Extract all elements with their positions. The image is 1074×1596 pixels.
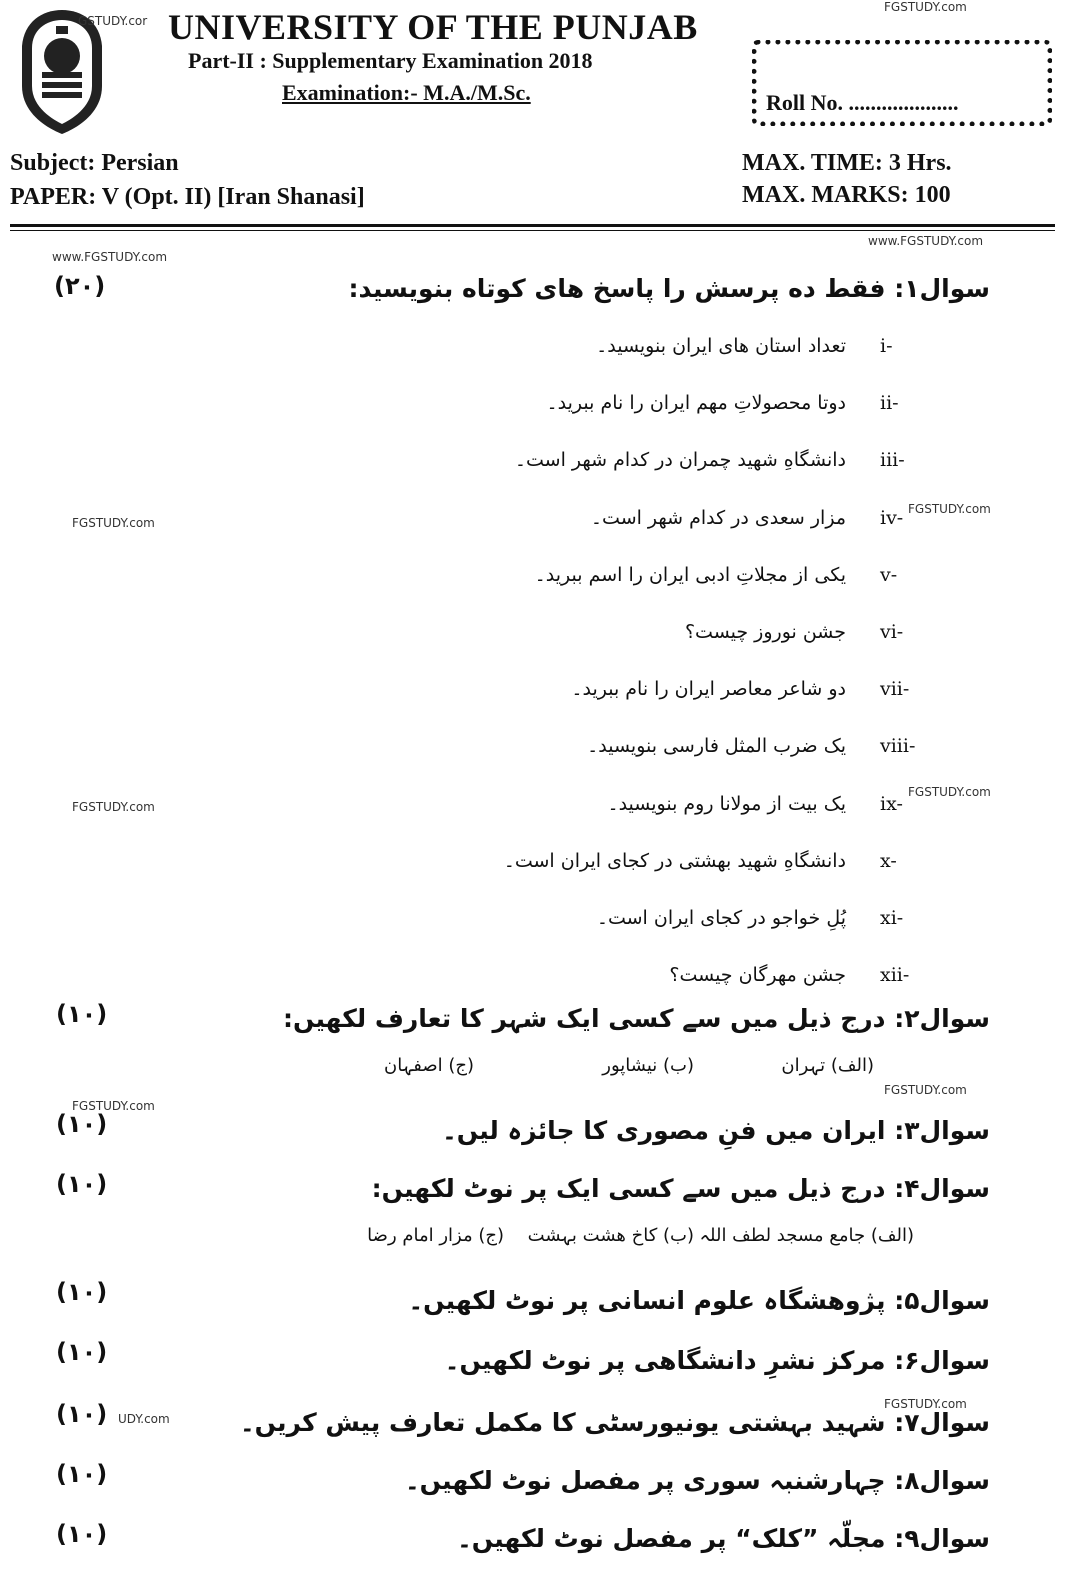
watermark: GSTUDY.cor: [78, 14, 148, 28]
q1-item-text: یک ضرب المثل فارسی بنویسید۔: [587, 735, 846, 757]
q1-item-text: دانشگاهِ شهید چمران در کدام شهر است۔: [514, 449, 846, 471]
q1-item-number: iv-: [880, 507, 904, 529]
watermark: FGSTUDY.com: [72, 516, 155, 530]
watermark: FGSTUDY.com: [908, 785, 991, 799]
q9-heading: سوال۹: مجلّہ ”کلک“ پر مفصل نوٹ لکھیں۔: [457, 1524, 990, 1553]
q1-marks: (۲۰): [54, 272, 106, 300]
q1-item-text: جشن مهرگان چیست؟: [669, 964, 846, 986]
q1-item-text: دانشگاهِ شهید بهشتی در کجای ایران است۔: [503, 850, 846, 872]
q1-item-number: i-: [880, 335, 893, 357]
q3-heading: سوال۳: ایران میں فنِ مصوری کا جائزہ لیں۔: [442, 1116, 990, 1145]
watermark: FGSTUDY.com: [72, 800, 155, 814]
q1-item-number: v-: [880, 564, 898, 586]
max-marks: MAX. MARKS: 100: [742, 182, 951, 208]
q2-heading: سوال۲: درج ذیل میں سے کسی ایک شہر کا تعارف لکھیں:: [282, 1004, 990, 1033]
q1-item-text: دو شاعر معاصر ایران را نام ببرید۔: [571, 678, 846, 700]
q8-marks: (۱۰): [56, 1460, 108, 1488]
q1-item-text: یکی از مجلاتِ ادبی ایران را اسم ببرید۔: [534, 564, 846, 586]
q6-heading: سوال۶: مرکز نشرِ دانشگاھی پر نوٹ لکھیں۔: [444, 1346, 990, 1375]
q1-item-number: x-: [880, 850, 897, 872]
examination-title: Examination:- M.A./M.Sc.: [282, 80, 531, 105]
q1-item-number: vii-: [880, 678, 910, 700]
q6-marks: (۱۰): [56, 1338, 108, 1366]
subject: Subject: Persian: [10, 150, 179, 176]
q1-item-number: viii-: [880, 735, 916, 757]
q1-item-text: دوتا محصولاتِ مهم ایران را نام ببرید۔: [546, 392, 846, 414]
watermark: www.FGSTUDY.com: [52, 250, 168, 264]
q1-item-number: ix-: [880, 793, 903, 815]
q7-heading: سوال۷: شہید بہشتی یونیورسٹی کا مکمل تعارف پیش کریں۔: [240, 1408, 990, 1437]
q2-option: (ج) اصفہان: [383, 1055, 474, 1076]
q1-item-text: مزار سعدی در کدام شهر است۔: [590, 507, 846, 529]
q1-item-text: جشن نوروز چیست؟: [684, 621, 846, 643]
university-title: UNIVERSITY OF THE PUNJAB: [168, 7, 698, 47]
watermark: FGSTUDY.com: [72, 1099, 155, 1113]
q1-item-text: پُلِ خواجو در کجای ایران است۔: [596, 907, 846, 929]
q4-marks: (۱۰): [56, 1170, 108, 1198]
exam-part: Part-II : Supplementary Examination 2018: [188, 48, 593, 73]
q8-heading: سوال۸: چہارشنبہ سوری پر مفصل نوٹ لکھیں۔: [405, 1466, 990, 1495]
q2-marks: (۱۰): [56, 1000, 108, 1028]
q4-option: (الف) جامع مسجد لطف اللہ: [699, 1225, 914, 1246]
q2-option: (الف) تہران: [781, 1055, 874, 1076]
roll-number-label: Roll No. ....................: [766, 90, 959, 115]
watermark: UDY.com: [118, 1412, 170, 1426]
q9-marks: (۱۰): [56, 1520, 108, 1548]
q1-item-text: یک بیت از مولانا روم بنویسید۔: [607, 793, 846, 815]
watermark: FGSTUDY.com: [908, 502, 991, 516]
q1-item-number: ii-: [880, 392, 899, 414]
q1-item-number: vi-: [880, 621, 904, 643]
q4-option: (ج) مزار امام رضا: [367, 1225, 504, 1246]
q4-heading: سوال۴: درج ذیل میں سے کسی ایک پر نوٹ لکھیں:: [371, 1174, 990, 1203]
header-divider: [10, 224, 1055, 227]
header-divider: [10, 230, 1055, 231]
q3-marks: (۱۰): [56, 1110, 108, 1138]
q1-heading: سوال۱: فقط ده پرسش را پاسخ های کوتاه بنویسید:: [348, 274, 990, 303]
q4-option: (ب) کاخ ھشت بہشت: [527, 1225, 694, 1246]
q5-heading: سوال۵: پژوھشگاہ علوم انسانی پر نوٹ لکھیں۔: [408, 1286, 990, 1315]
q1-item-number: xi-: [880, 907, 904, 929]
watermark: www.FGSTUDY.com: [868, 234, 984, 248]
watermark: FGSTUDY.com: [884, 0, 967, 14]
q2-option: (ب) نیشاپور: [602, 1055, 694, 1076]
q5-marks: (۱۰): [56, 1278, 108, 1306]
q1-item-number: xii-: [880, 964, 910, 986]
max-time: MAX. TIME: 3 Hrs.: [742, 150, 952, 176]
watermark: FGSTUDY.com: [884, 1397, 967, 1411]
watermark: FGSTUDY.com: [884, 1083, 967, 1097]
q7-marks: (۱۰): [56, 1400, 108, 1428]
q1-item-number: iii-: [880, 449, 905, 471]
q1-item-text: تعداد استان های ایران بنویسید۔: [596, 335, 846, 357]
paper: PAPER: V (Opt. II) [Iran Shanasi]: [10, 184, 365, 210]
